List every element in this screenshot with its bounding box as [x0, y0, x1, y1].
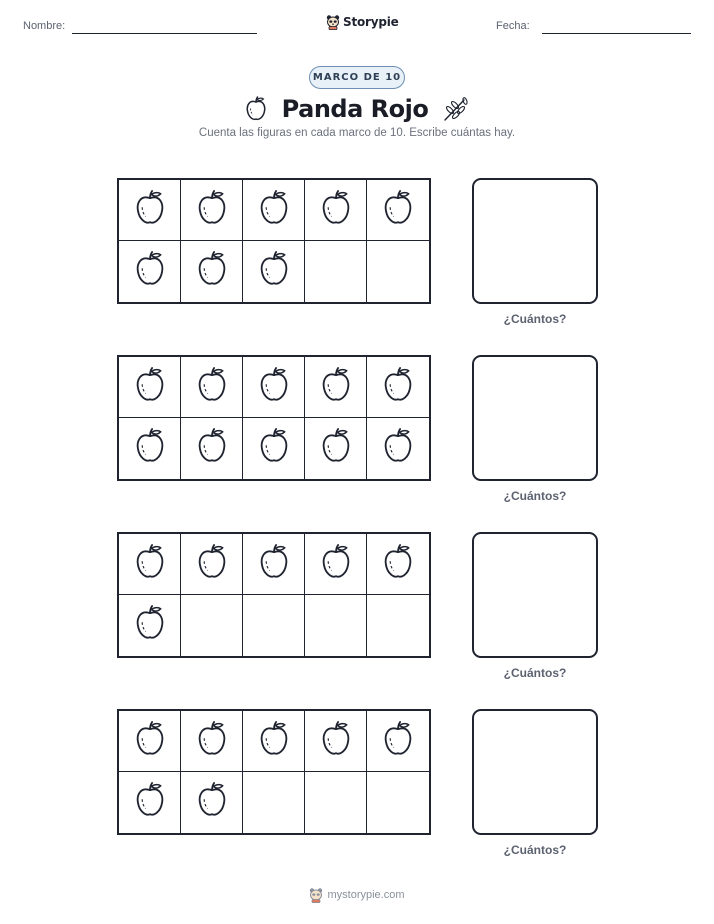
frame-cell [243, 180, 305, 241]
ten-frame [117, 709, 431, 835]
apple-icon [257, 189, 291, 232]
frame-cell [181, 241, 243, 302]
apple-icon [257, 543, 291, 586]
frame-cell [119, 772, 181, 833]
frame-cell [367, 534, 429, 595]
frame-cell [305, 180, 367, 241]
frame-cell [367, 180, 429, 241]
frame-cell [243, 534, 305, 595]
answer-box[interactable] [472, 709, 598, 835]
answer-label: ¿Cuántos? [503, 843, 567, 857]
ten-frame [117, 178, 431, 304]
frame-cell [367, 711, 429, 772]
date-label: Fecha: [496, 20, 530, 32]
apple-icon [381, 189, 415, 232]
ten-frame [117, 355, 431, 481]
frame-cell [305, 595, 367, 656]
leaf-branch-icon [442, 96, 470, 122]
frame-cell [305, 357, 367, 418]
apple-icon [257, 250, 291, 293]
answer-box[interactable] [472, 355, 598, 481]
frame-cell [243, 241, 305, 302]
date-line[interactable] [542, 33, 691, 34]
answer-box[interactable] [472, 178, 598, 304]
apple-icon [133, 189, 167, 232]
frame-cell [119, 180, 181, 241]
page-title: Panda Rojo [281, 95, 429, 123]
apple-icon [195, 189, 229, 232]
apple-icon [133, 366, 167, 409]
frame-cell [305, 418, 367, 479]
answer-label: ¿Cuántos? [503, 666, 567, 680]
frame-cell [181, 180, 243, 241]
apple-icon [319, 189, 353, 232]
apple-icon [244, 96, 268, 122]
apple-icon [257, 366, 291, 409]
frame-cell [243, 418, 305, 479]
apple-icon [257, 720, 291, 763]
frame-cell [181, 418, 243, 479]
instructions: Cuenta las figuras en cada marco de 10. Escribe cuántas hay. [198, 127, 516, 139]
frame-cell [367, 418, 429, 479]
apple-icon [381, 543, 415, 586]
frame-cell [305, 772, 367, 833]
frame-cell [243, 357, 305, 418]
answer-label: ¿Cuántos? [503, 312, 567, 326]
frame-cell [367, 241, 429, 302]
apple-icon [195, 427, 229, 470]
apple-icon [381, 366, 415, 409]
frame-cell [367, 595, 429, 656]
apple-icon [381, 720, 415, 763]
frame-cell [243, 711, 305, 772]
footer-url[interactable]: mystorypie.com [327, 889, 405, 901]
apple-icon [195, 543, 229, 586]
frame-cell [119, 534, 181, 595]
apple-icon [319, 543, 353, 586]
frame-cell [181, 357, 243, 418]
apple-icon [319, 427, 353, 470]
frame-cell [181, 534, 243, 595]
apple-icon [195, 366, 229, 409]
apple-icon [133, 604, 167, 647]
footer [0, 887, 714, 903]
panda-logo-icon [326, 14, 340, 30]
frame-cell [181, 595, 243, 656]
answer-box[interactable] [472, 532, 598, 658]
frame-cell [119, 595, 181, 656]
storypie-logo [326, 13, 399, 31]
apple-icon [381, 427, 415, 470]
frame-cell [305, 241, 367, 302]
apple-icon [195, 781, 229, 824]
panda-logo-icon [309, 887, 323, 903]
apple-icon [319, 720, 353, 763]
apple-icon [195, 250, 229, 293]
apple-icon [133, 543, 167, 586]
apple-icon [133, 781, 167, 824]
frame-cell [181, 711, 243, 772]
frame-cell [119, 357, 181, 418]
name-label: Nombre: [23, 20, 66, 32]
frame-cell [119, 241, 181, 302]
worksheet-type-badge: MARCO DE 10 [309, 66, 405, 89]
apple-icon [133, 720, 167, 763]
frame-cell [181, 772, 243, 833]
apple-icon [133, 250, 167, 293]
brand-name: Storypie [343, 15, 399, 29]
frame-cell [305, 711, 367, 772]
frame-cell [243, 772, 305, 833]
frame-cell [305, 534, 367, 595]
frame-cell [119, 418, 181, 479]
apple-icon [133, 427, 167, 470]
title-row [0, 92, 714, 126]
frame-cell [367, 357, 429, 418]
frame-cell [243, 595, 305, 656]
answer-label: ¿Cuántos? [503, 489, 567, 503]
name-line[interactable] [72, 33, 257, 34]
apple-icon [257, 427, 291, 470]
frame-cell [367, 772, 429, 833]
frame-cell [119, 711, 181, 772]
apple-icon [319, 366, 353, 409]
ten-frame [117, 532, 431, 658]
apple-icon [195, 720, 229, 763]
